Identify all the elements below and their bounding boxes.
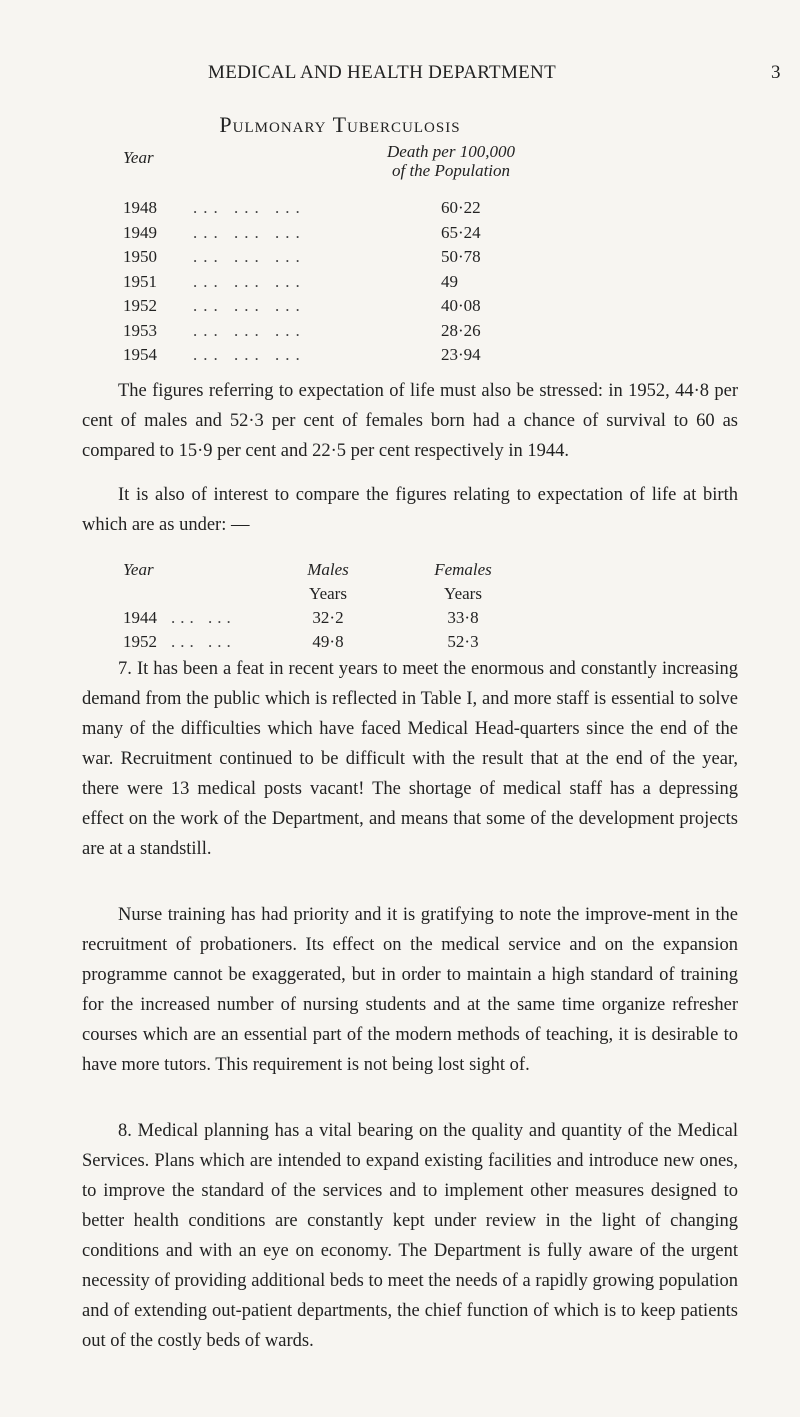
table-row xyxy=(123,198,543,223)
females-cell: 33·8 xyxy=(447,608,479,627)
life-expectancy-table xyxy=(123,560,603,656)
table-row xyxy=(123,608,603,632)
col-males-label: Males xyxy=(307,560,349,579)
year-cell: 1948 xyxy=(123,198,157,217)
leader-dots: ... ... xyxy=(171,608,236,627)
table-title-text: Pulmonary Tuberculosis xyxy=(219,112,461,137)
year-cell: 1954 xyxy=(123,345,157,364)
paragraph-section-7: 7. It has been a feat in recent years to meet the enormous and constantly increasing demand from the public which is reflected in Table I, and more staff is essential to solve many of the difficulties which have faced Medical Head-quarters since the end of the war. Recruitment continued to be difficult with the result that at the end of the year, there were 13 medical posts vacant! The shortage of medical staff has a depressing effect on the work of the Department, and means that some of the development projects are at a standstill. xyxy=(82,659,738,859)
life-expectancy-table-header xyxy=(123,560,603,584)
paragraph-compare-figures: It is also of interest to compare the figures relating to expectation of life at birth which are as under: — xyxy=(82,485,738,535)
table-row xyxy=(123,247,543,272)
page-header xyxy=(0,62,800,92)
col-year-label: Year xyxy=(123,148,154,167)
leader-dots: ... ... ... xyxy=(193,320,306,340)
leader-dots: ... ... ... xyxy=(193,222,306,242)
table-row xyxy=(123,296,543,321)
col-death-label xyxy=(361,142,541,180)
leader-dots: ... ... ... xyxy=(193,247,306,266)
females-cell: 52·3 xyxy=(447,632,479,651)
males-cell: 32·2 xyxy=(312,608,344,627)
females-unit: Years xyxy=(444,584,482,603)
table-row xyxy=(123,345,543,370)
col-death-label-line2: of the Population xyxy=(391,161,511,180)
tuberculosis-table xyxy=(123,142,543,370)
leader-dots: ... ... ... xyxy=(193,271,306,291)
death-rate-cell: 23·94 xyxy=(441,345,481,364)
table-row xyxy=(123,632,603,656)
year-cell: 1950 xyxy=(123,247,157,266)
page-number: 3 xyxy=(771,62,781,83)
life-expectancy-units-row xyxy=(123,584,603,608)
leader-dots: ... ... ... xyxy=(193,345,306,364)
paragraph-expectation-of-life: The figures referring to expectation of life must also be stressed: in 1952, 44·8 per cent of males and 52·3 per cent of females born had a chance of survival to 60 as compared to 15·9 per cent and 22·5 per cent respectively in 1944. xyxy=(82,381,738,461)
col-females-label: Females xyxy=(434,560,492,579)
death-rate-cell: 49 xyxy=(441,271,458,291)
year-cell: 1953 xyxy=(123,320,157,340)
death-rate-cell: 50·78 xyxy=(441,247,481,266)
year-cell: 1944 xyxy=(123,608,157,627)
paragraph-section-8: 8. Medical planning has a vital bearing on the quality and quantity of the Medical Services. Plans which are intended to expand existing facilities and introduce new ones, to improve the standard of the services and to implement other measures designed to better health conditions are constantly kept under review in the light of changing conditions and with an eye on economy. The Department is fully aware of the urgent necessity of providing additional beds to meet the needs of a rapidly growing population and of extending out-patient departments, the chief function of which is to keep patients out of the costly beds of wards. xyxy=(82,1121,738,1351)
col-year-label: Year xyxy=(123,560,154,579)
leader-dots: ... ... ... xyxy=(193,296,306,315)
death-rate-cell: 60·22 xyxy=(441,198,481,217)
table-row xyxy=(123,321,543,346)
year-cell: 1952 xyxy=(123,296,157,315)
leader-dots: ... ... xyxy=(171,632,236,651)
table-title xyxy=(0,112,800,138)
year-cell: 1949 xyxy=(123,222,157,242)
year-cell: 1952 xyxy=(123,632,157,651)
males-unit: Years xyxy=(309,584,347,603)
death-rate-cell: 28·26 xyxy=(441,320,481,340)
paragraph-nurse-training: Nurse training has had priority and it is gratifying to note the improve-ment in the recruitment of probationers. Its effect on the medical service and on the expansion programme cannot be exaggerated, but in order to maintain a high standard of training for the increased number of nursing students and at the same time organize refresher courses which are an essential part of the modern methods of teaching, it is desirable to have more tutors. This requirement is not being lost sight of. xyxy=(82,905,738,1075)
death-rate-cell: 40·08 xyxy=(441,296,481,315)
tuberculosis-table-header xyxy=(123,142,543,198)
leader-dots: ... ... ... xyxy=(193,198,306,217)
col-death-label-line1: Death per 100,000 xyxy=(387,142,515,161)
death-rate-cell: 65·24 xyxy=(441,222,481,242)
running-title: MEDICAL AND HEALTH DEPARTMENT xyxy=(208,62,556,83)
table-row xyxy=(123,272,543,297)
table-row xyxy=(123,223,543,248)
males-cell: 49·8 xyxy=(312,632,344,651)
year-cell: 1951 xyxy=(123,271,157,291)
